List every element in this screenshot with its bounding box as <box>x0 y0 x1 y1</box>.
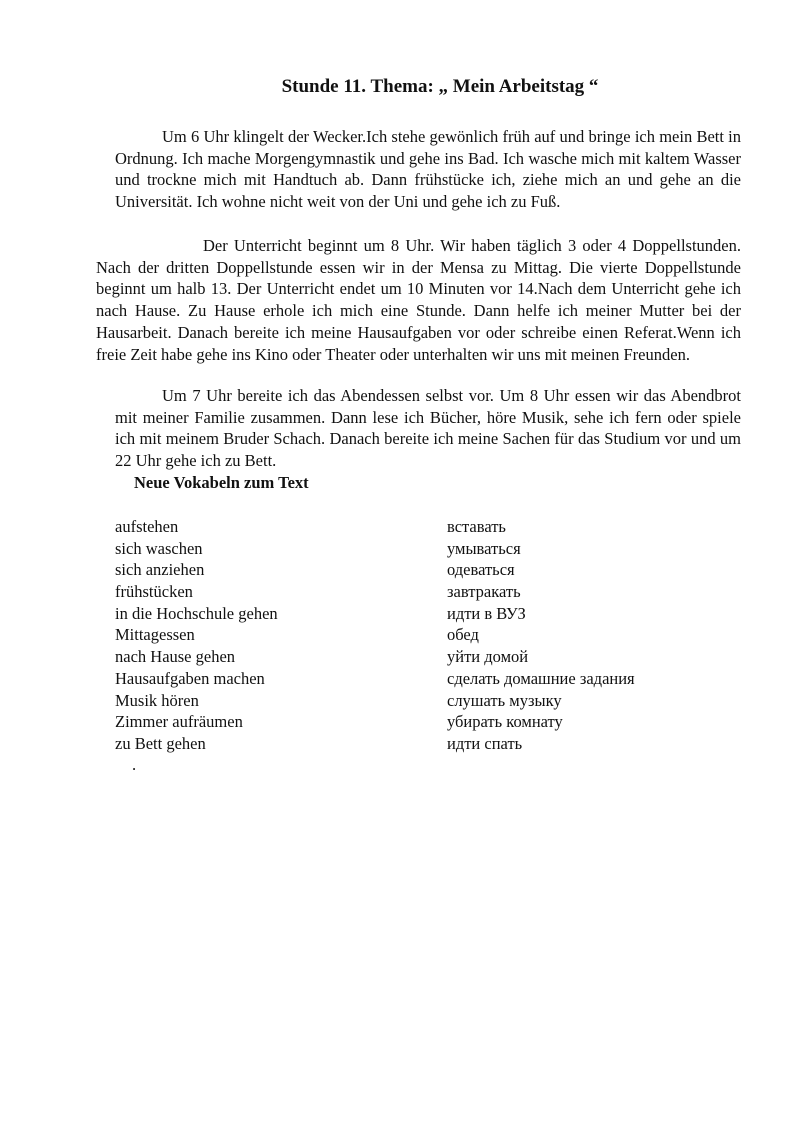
vocab-row <box>115 624 715 646</box>
paragraph-day: Der Unterricht beginnt um 8 Uhr. Wir haben täglich 3 oder 4 Doppellstunden. Nach der dritten Doppellstunde essen wir in der Mensa zu Mittag. Die vierte Doppellstunde beginnt um halb 13. Der Unterricht endet um 10 Minuten vor 14.Nach dem Unterricht gehe ich nach Hause. Zu Hause erhole ich mich eine Stunde. Dann helfe ich meiner Mutter bei der Hausarbeit. Danach bereite ich meine Hausaufgaben vor oder schreibe einen Referat.Wenn ich freie Zeit habe gehe ins Kino oder Theater oder unterhalten wir uns mit meinen Freunden. <box>96 236 741 364</box>
vocab-russian: умываться <box>447 538 521 558</box>
vocab-row <box>115 538 715 560</box>
vocab-russian: слушать музыку <box>447 690 562 710</box>
trailing-dot: . <box>132 755 137 774</box>
page-title: Stunde 11. Thema: „ Mein Arbeitstag “ <box>281 76 599 97</box>
vocab-row <box>115 646 715 668</box>
vocab-row <box>115 516 715 538</box>
vocab-russian: уйти домой <box>447 647 529 667</box>
vocab-russian: идти в ВУЗ <box>447 603 526 623</box>
vocab-row <box>115 668 715 690</box>
vocab-german: sich anziehen <box>115 560 205 580</box>
vocab-german: Mittagessen <box>115 625 195 645</box>
vocab-russian: убирать комнату <box>447 712 563 732</box>
paragraph-evening: Um 7 Uhr bereite ich das Abendessen selbst vor. Um 8 Uhr essen wir das Abendbrot mit meiner Familie zusammen. Dann lese ich Bücher, höre Musik, sehe ich fern oder spiele ich mit meinem Bruder Schach. Danach bereite ich meine Sachen für das Studium vor und um 22 Uhr gehe ich zu Bett. <box>115 386 741 471</box>
vocab-russian: обед <box>447 625 479 645</box>
vocab-row <box>115 603 715 625</box>
vocab-list <box>115 516 715 755</box>
vocab-row <box>115 711 715 733</box>
vocab-russian: завтракать <box>447 582 521 602</box>
vocab-german: Zimmer aufräumen <box>115 712 243 732</box>
vocab-german: Musik hören <box>115 690 199 710</box>
vocab-german: frühstücken <box>115 582 193 602</box>
vocab-german: nach Hause gehen <box>115 647 236 667</box>
vocab-german: aufstehen <box>115 517 179 536</box>
vocab-row <box>115 690 715 712</box>
vocab-heading: Neue Vokabeln zum Text <box>134 473 309 492</box>
vocab-german: zu Bett gehen <box>115 733 206 753</box>
vocab-row <box>115 733 715 755</box>
vocab-russian: одеваться <box>447 560 515 580</box>
vocab-russian: идти спать <box>447 733 523 753</box>
paragraph-morning: Um 6 Uhr klingelt der Wecker.Ich stehe gewönlich früh auf und bringe ich mein Bett in Ordnung. Ich mache Morgengymnastik und gehe ins Bad. Ich wasche mich mit kaltem Wasser und trockne mich mit Handtuch ab. Dann frühstücke ich, ziehe mich an und gehe an die Universität. Ich wohne nicht weit von der Uni und gehe ich zu Fuß. <box>115 127 741 212</box>
vocab-row <box>115 559 715 581</box>
vocab-german: sich waschen <box>115 538 203 558</box>
vocab-german: Hausaufgaben machen <box>115 668 265 688</box>
vocab-russian: сделать домашние задания <box>447 668 635 688</box>
vocab-german: in die Hochschule gehen <box>115 603 278 623</box>
vocab-russian: вставать <box>447 517 506 536</box>
vocab-row <box>115 581 715 603</box>
